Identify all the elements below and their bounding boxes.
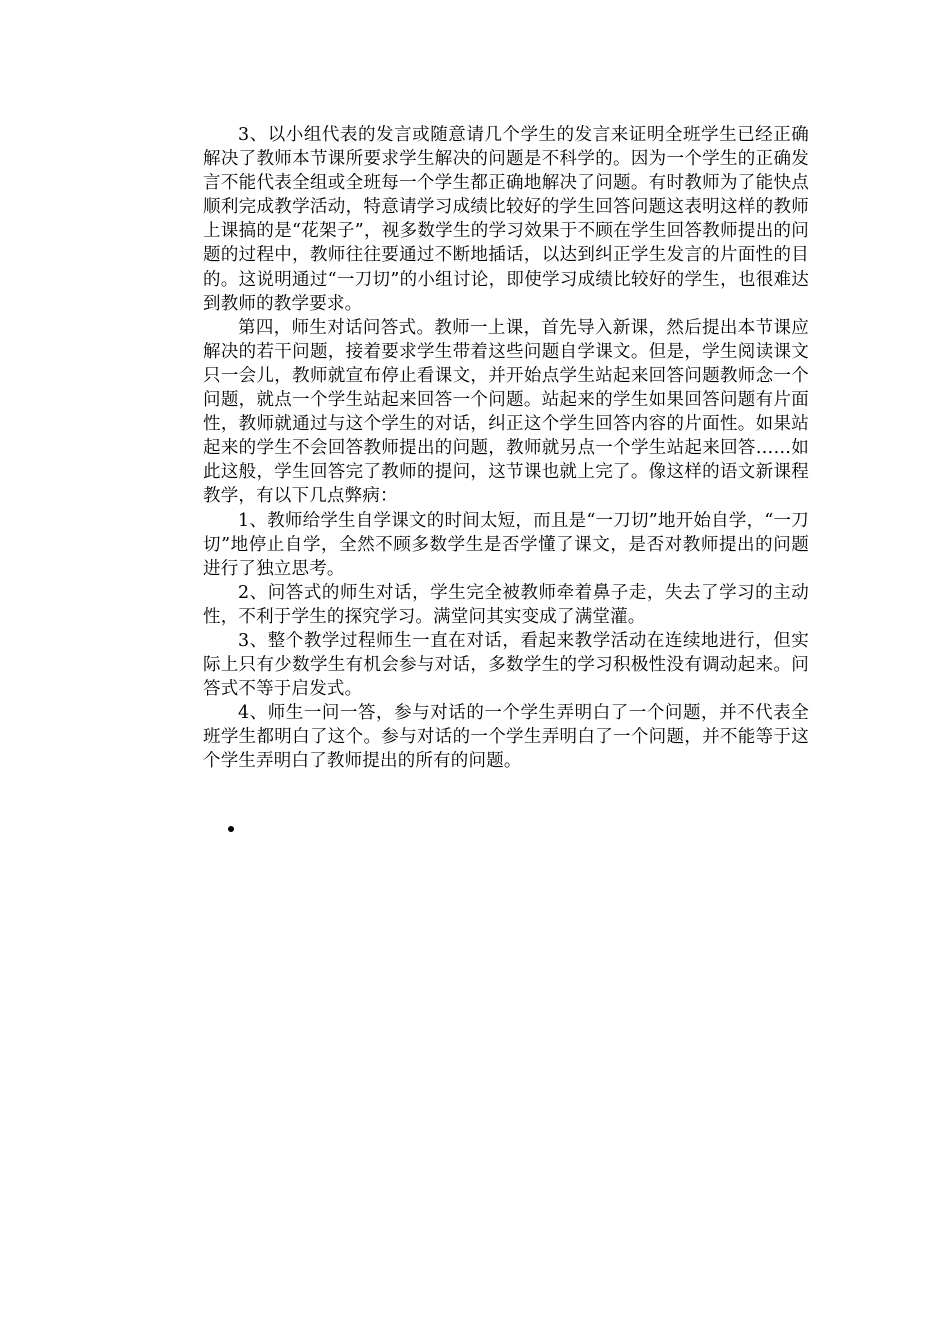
- paragraph-point-3-group-discussion: 3、以小组代表的发言或随意请几个学生的发言来证明全班学生已经正确解决了教师本节课所要求学生解决的问题是不科学的。因为一个学生的正确发言不能代表全组或全班每一个学生都正确地解决了问题。有时教师为了能快点顺利完成教学活动，特意请学习成绩比较好的学生回答问题这表明这样的教师上课搞的是“花架子”，视多数学生的学习效果于不顾在学生回答教师提出的问题的过程中，教师往往要通过不断地插话，以达到纠正学生发言的片面性的目的。这说明通过“一刀切”的小组讨论，即使学习成绩比较好的学生，也很难达到教师的教学要求。: [203, 125, 809, 314]
- bullet-dot-icon: [228, 826, 234, 832]
- document-body: [203, 123, 809, 774]
- paragraph-drawback-4: 4、师生一问一答，参与对话的一个学生弄明白了一个问题，并不代表全班学生都明白了这个。参与对话的一个学生弄明白了一个问题，并不能等于这个学生弄明白了教师提出的所有的问题。: [203, 703, 809, 772]
- paragraph-drawback-1: 1、教师给学生自学课文的时间太短，而且是“一刀切”地开始自学，“一刀切”地停止自学，全然不顾多数学生是否学懂了课文，是否对教师提出的问题进行了独立思考。: [203, 510, 809, 579]
- paragraph-drawback-2: 2、问答式的师生对话，学生完全被教师牵着鼻子走，失去了学习的主动性，不利于学生的探究学习。满堂问其实变成了满堂灌。: [203, 582, 809, 627]
- paragraph-drawback-3: 3、整个教学过程师生一直在对话，看起来教学活动在连续地进行，但实际上只有少数学生有机会参与对话，多数学生的学习积极性没有调动起来。问答式不等于启发式。: [203, 630, 809, 700]
- paragraph-fourth-dialogue-qa: 第四，师生对话问答式。教师一上课，首先导入新课，然后提出本节课应解决的若干问题，接着要求学生带着这些问题自学课文。但是，学生阅读课文只一会儿，教师就宣布停止看课文，并开始点学生站起来回答问题教师念一个问题，就点一个学生站起来回答一个问题。站起来的学生如果回答问题有片面性，教师就通过与这个学生的对话，纠正这个学生回答内容的片面性。如果站起来的学生不会回答教师提出的问题，教师就另点一个学生站起来回答……如此这般，学生回答完了教师的提问，这节课也就上完了。像这样的语文新课程教学，有以下几点弊病：: [203, 317, 809, 507]
